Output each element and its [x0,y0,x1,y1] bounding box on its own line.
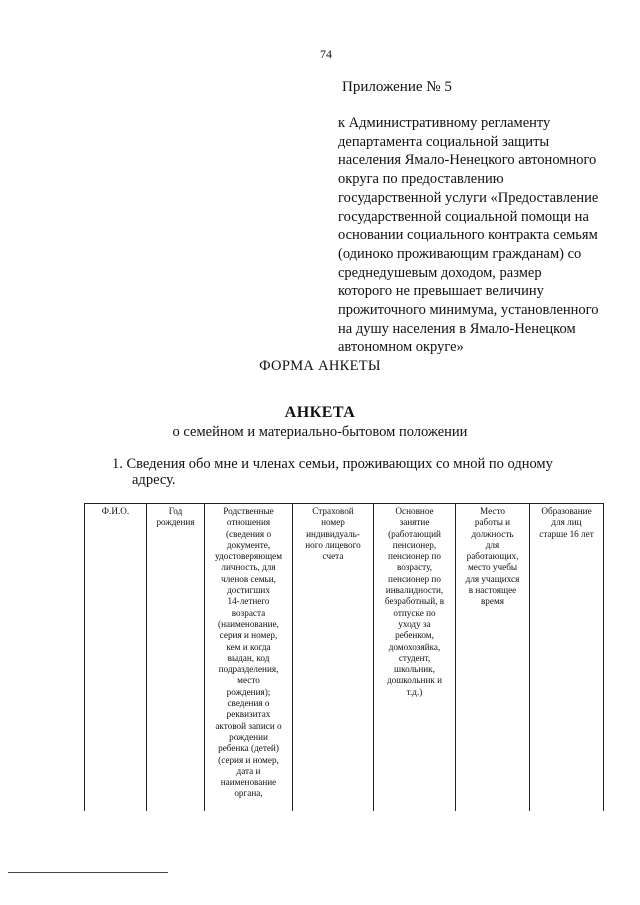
header-line: рождения [156,517,195,528]
appendix-line: на душу населения в Ямало-Ненецком [338,320,576,337]
header-line: пенсионер по [388,573,441,584]
appendix-line: среднедушевым доходом, размер [338,264,542,281]
appendix-line: (одиноко проживающим гражданам) со [338,245,582,262]
column-snils [292,503,373,811]
header-line: Ф.И.О. [101,506,130,516]
appendix-line: основании социального контракта семьям [338,227,598,244]
header-line: счета [322,551,344,562]
header-line: удостоверяющем [214,551,283,562]
appendix-line: которого не превышает величину [338,283,544,300]
column-header-full-name [85,503,146,517]
header-line: (наименование, [218,618,279,629]
header-line: рождении [229,731,268,742]
column-birth-year [146,503,204,811]
header-line: пенсионер по [388,551,441,562]
header-line: возрасту, [396,562,433,573]
header-line: для лиц [551,517,582,528]
header-line: занятие [399,517,430,528]
header-line: ребенка (детей) [218,743,279,754]
header-line: старше 16 лет [539,528,594,539]
header-line: серия и номер, [219,630,278,641]
section-heading-continuation: адресу. [132,472,176,488]
header-line: студент, [398,652,431,663]
page-number: 74 [320,47,332,61]
column-header-occupation [374,503,455,698]
appendix-line: государственной услуги «Предоставление [338,189,599,206]
header-line: выдан, код [227,652,270,663]
appendix-line: автономном округе» [338,339,464,356]
header-line: для учащихся [465,573,520,584]
header-line: уходу за [398,618,431,629]
header-line: в настоящее [468,585,517,596]
header-line: (серия и номер, [218,754,279,765]
form-subtitle: о семейном и материально-бытовом положении [172,424,468,440]
column-education [529,503,604,811]
header-line: ребенком, [395,630,434,641]
column-header-education [530,503,603,540]
header-line: Год [168,506,183,516]
column-workplace [455,503,529,811]
appendix-line: прожиточного минимума, установленного [338,302,599,319]
header-line: личность, для [221,562,276,573]
header-line: (работающий [388,528,441,539]
header-line: индивидуаль- [306,528,360,539]
appendix-line: департамента социальной защиты [338,133,550,150]
column-full-name [84,503,146,811]
column-header-workplace [456,503,529,608]
header-line: органа, [234,788,263,799]
header-line: т.д.) [406,686,423,697]
header-line: место [237,675,260,686]
header-line: дошкольник и [386,675,443,686]
header-line: безработный, в [384,596,445,607]
column-header-snils [293,503,373,562]
header-line: школьник, [394,664,435,675]
header-line: номер [321,517,345,528]
header-line: подразделения, [218,664,279,675]
appendix-text [338,114,628,357]
form-title: АНКЕТА [284,404,356,421]
header-line: отпуске по [393,607,436,618]
header-line: членов семьи, [221,573,276,584]
header-line: рождения); [226,686,271,697]
header-line: время [480,596,505,607]
header-line: реквизитах [226,709,271,720]
column-relationship [204,503,292,811]
header-line: инвалидности, [385,585,444,596]
form-heading: ФОРМА АНКЕТЫ [259,358,381,374]
header-line: Образование [541,506,592,516]
header-line: отношения [226,517,271,528]
header-line: Место [480,506,505,516]
header-line: возраста [231,607,266,618]
family-members-table [84,503,604,811]
header-line: ного лицевого [305,539,361,550]
header-line: должность [471,528,514,539]
header-line: наименование [220,777,277,788]
header-line: пенсионер, [392,539,437,550]
column-header-birth-year [147,503,204,529]
header-line: кем и когда [226,641,271,652]
header-line: работающих, [466,551,519,562]
header-line: место учебы [467,562,518,573]
header-line: Страховой [312,506,354,516]
header-line: Родственные [223,506,274,516]
footnote-separator [8,872,168,873]
section-heading: 1. Сведения обо мне и членах семьи, проживающих со мной по одному [112,456,553,472]
column-occupation [373,503,455,811]
appendix-title: Приложение № 5 [342,79,452,95]
header-line: достигших [227,585,270,596]
header-line: Основное [395,506,434,516]
header-line: сведения о [227,698,270,709]
appendix-line: государственной социальной помощи на [338,208,589,225]
column-header-relationship [205,503,292,800]
header-line: 14-летнего [227,596,270,607]
header-line: документе, [226,539,271,550]
header-line: домохозяйка, [388,641,441,652]
header-line: для [485,539,500,550]
header-line: (сведения о [225,528,272,539]
header-line: актовой записи о [215,720,282,731]
appendix-line: к Административному регламенту [338,115,551,131]
header-line: работы и [474,517,511,528]
appendix-line: населения Ямало-Ненецкого автономного [338,152,597,169]
header-line: дата и [236,765,261,776]
appendix-line: округа по предоставлению [338,171,504,188]
